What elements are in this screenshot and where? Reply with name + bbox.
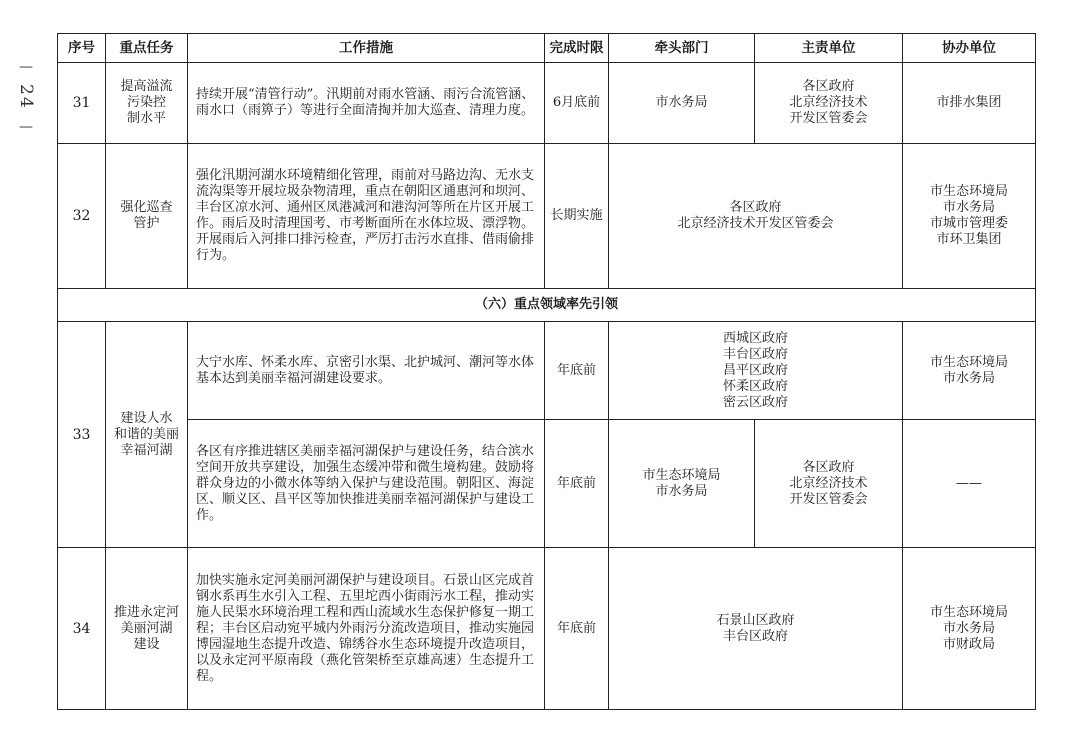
table-row-32 — [58, 144, 1036, 289]
measure-cell: 大宁水库、怀柔水库、京密引水渠、北护城河、潮河等水体基本达到美丽幸福河湖建设要求。 — [188, 322, 545, 420]
lead-main-unit-cell: 石景山区政府 丰台区政府 — [609, 548, 903, 710]
deadline-cell: 长期实施 — [545, 144, 609, 289]
deadline-cell: 年底前 — [545, 322, 609, 420]
page-number — [8, 60, 44, 134]
task-cell: 提高溢流 污染控 制水平 — [106, 63, 188, 144]
header-assist-unit: 协办单位 — [903, 34, 1036, 63]
serial-cell: 34 — [58, 548, 106, 710]
page-number-dash-bottom: — — [19, 118, 33, 135]
assist-unit-cell: 市生态环境局 市水务局 市城市管理委 市环卫集团 — [903, 144, 1036, 289]
table-row-33a — [58, 322, 1036, 420]
measure-cell: 持续开展“清管行动”。汛期前对雨水管涵、雨污合流管涵、雨水口（雨箅子）等进行全面清掏并加大巡查、清理力度。 — [188, 63, 545, 144]
task-table — [57, 33, 1036, 710]
header-lead-dept: 牵头部门 — [609, 34, 755, 63]
task-cell: 建设人水 和谐的美丽 幸福河湖 — [106, 322, 188, 548]
serial-cell: 33 — [58, 322, 106, 548]
task-cell: 强化巡查 管护 — [106, 144, 188, 289]
assist-unit-cell: 市生态环境局 市水务局 — [903, 322, 1036, 420]
section-heading-row — [58, 289, 1036, 322]
page-number-value: 24 — [16, 84, 36, 110]
task-cell: 推进永定河 美丽河湖 建设 — [106, 548, 188, 710]
section-heading: （六）重点领域率先引领 — [58, 289, 1036, 322]
lead-main-unit-cell: 各区政府 北京经济技术开发区管委会 — [609, 144, 903, 289]
assist-unit-cell: 市排水集团 — [903, 63, 1036, 144]
assist-unit-cell: 市生态环境局 市水务局 市财政局 — [903, 548, 1036, 710]
header-task: 重点任务 — [106, 34, 188, 63]
header-main-unit: 主责单位 — [755, 34, 903, 63]
assist-unit-cell: —— — [903, 420, 1036, 548]
deadline-cell: 年底前 — [545, 420, 609, 548]
table-row-34 — [58, 548, 1036, 710]
table-row-31 — [58, 63, 1036, 144]
header-serial: 序号 — [58, 34, 106, 63]
header-measure: 工作措施 — [188, 34, 545, 63]
main-unit-cell: 各区政府 北京经济技术 开发区管委会 — [755, 420, 903, 548]
measure-cell: 各区有序推进辖区美丽幸福河湖保护与建设任务，结合滨水空间开放共享建设，加强生态缓冲带和微生境构建。鼓励将群众身边的小微水体等纳入保护与建设范围。朝阳区、海淀区、顺义区、昌平区等加快推进美丽幸福河湖保护与建设工作。 — [188, 420, 545, 548]
deadline-cell: 年底前 — [545, 548, 609, 710]
serial-cell: 31 — [58, 63, 106, 144]
lead-dept-cell: 市生态环境局 市水务局 — [609, 420, 755, 548]
lead-dept-cell: 市水务局 — [609, 63, 755, 144]
serial-cell: 32 — [58, 144, 106, 289]
main-unit-cell: 各区政府 北京经济技术 开发区管委会 — [755, 63, 903, 144]
measure-cell: 强化汛期河湖水环境精细化管理，雨前对马路边沟、无水支流沟渠等开展垃圾杂物清理，重点在朝阳区通惠河和坝河、丰台区凉水河、通州区凤港减河和港沟河等所在片区开展工作。雨后及时清理国考、市考断面所在水体垃圾、漂浮物。开展雨后入河排口排污检查，严厉打击污水直排、借雨偷排行为。 — [188, 144, 545, 289]
page-number-dash-top: — — [19, 59, 33, 75]
deadline-cell: 6月底前 — [545, 63, 609, 144]
header-deadline: 完成时限 — [545, 34, 609, 63]
table-row-33b — [58, 420, 1036, 548]
table-header-row — [58, 34, 1036, 63]
lead-main-unit-cell: 西城区政府 丰台区政府 昌平区政府 怀柔区政府 密云区政府 — [609, 322, 903, 420]
measure-cell: 加快实施永定河美丽河湖保护与建设项目。石景山区完成首钢水系再生水引入工程、五里坨西小街雨污水工程，推动实施人民渠水环境治理工程和西山流域水生态保护修复一期工程；丰台区启动宛平城内外雨污分流改造项目，推动实施园博园湿地生态提升改造、锦绣谷水生态环境提升改造项目，以及永定河平原南段（燕化管架桥至京雄高速）生态提升工程。 — [188, 548, 545, 710]
